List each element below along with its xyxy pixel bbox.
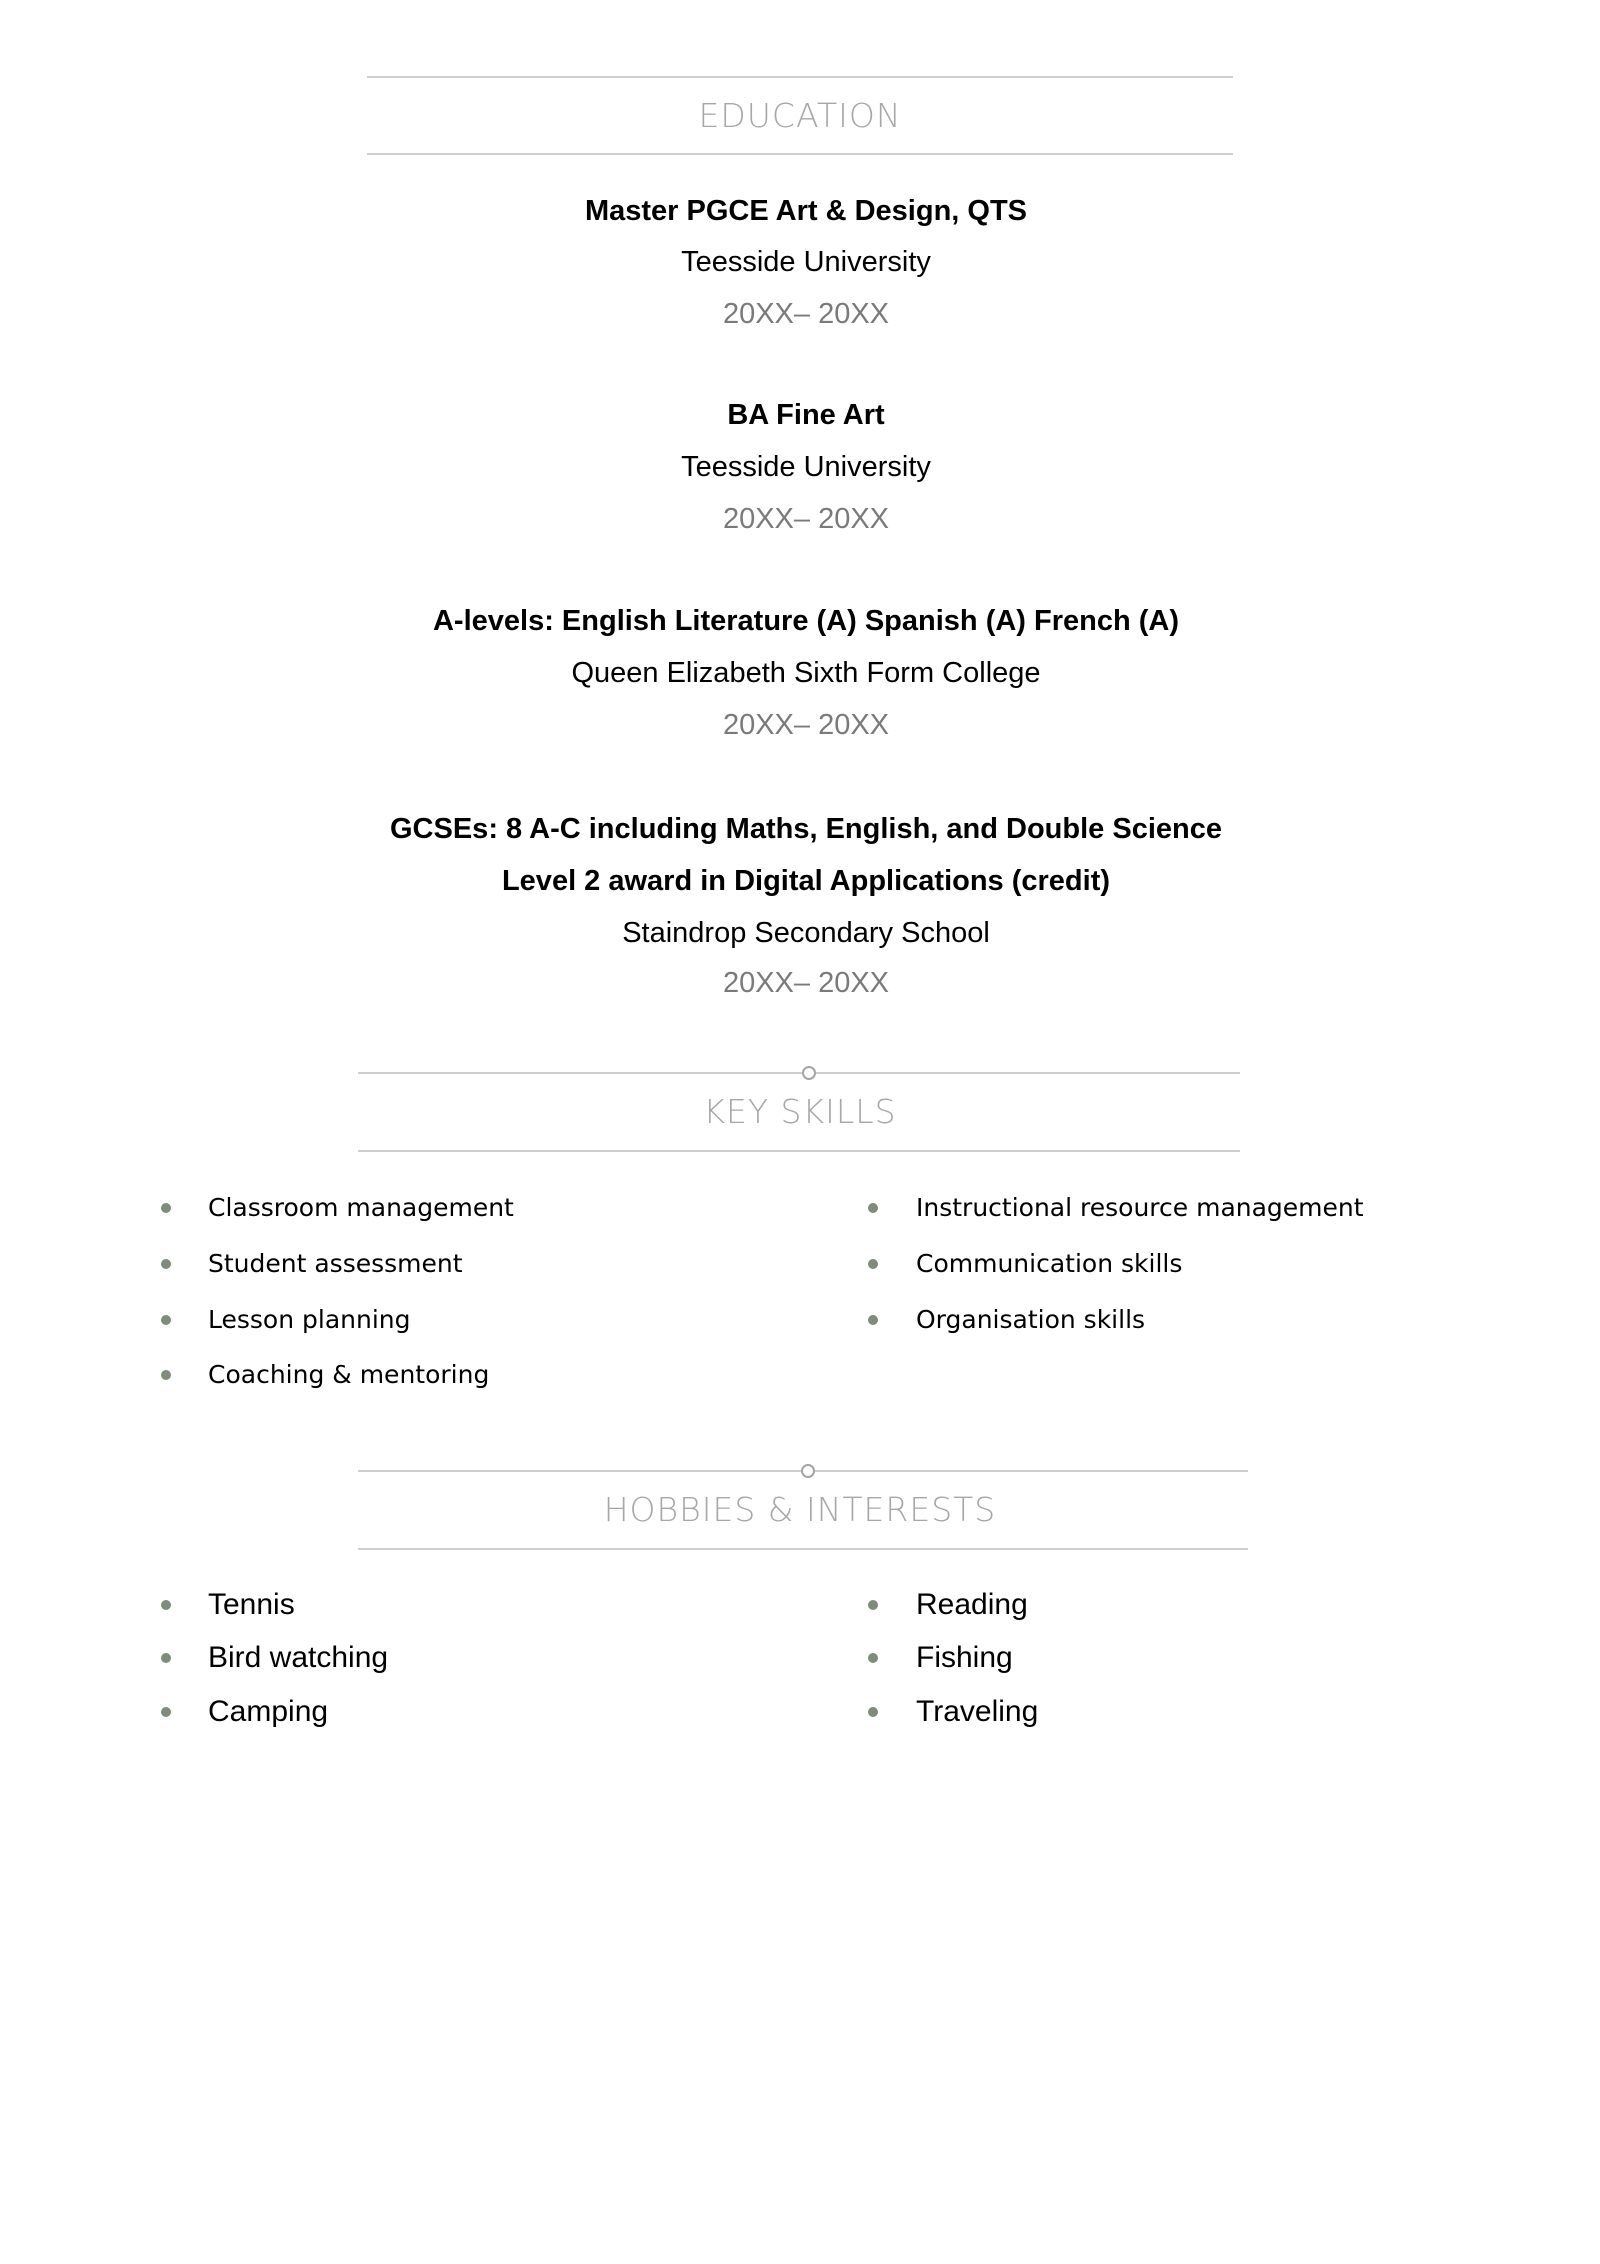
bullet-icon	[161, 1203, 171, 1213]
education-entry-school: Teesside University	[681, 246, 931, 278]
hobbies-bottom-rule	[358, 1548, 1248, 1550]
bullet-icon	[868, 1707, 878, 1717]
education-entry-title: Master PGCE Art & Design, QTS	[584, 195, 1028, 227]
bullet-icon	[161, 1600, 171, 1610]
bullet-icon	[161, 1370, 171, 1380]
skill-item: Instructional resource management	[916, 1193, 1364, 1222]
education-entry-dates: 20XX– 20XX	[722, 503, 890, 535]
skill-item: Organisation skills	[916, 1305, 1146, 1334]
skills-bottom-rule	[358, 1150, 1240, 1152]
education-entry-dates: 20XX– 20XX	[722, 709, 890, 741]
divider-circle-icon	[801, 1464, 815, 1478]
education-entry-dates: 20XX– 20XX	[722, 298, 890, 330]
hobby-item: Fishing	[916, 1641, 1013, 1674]
education-entry-title: A-levels: English Literature (A) Spanish (A) French (A)	[432, 605, 1180, 637]
bullet-icon	[868, 1315, 878, 1325]
education-entry-dates: 20XX– 20XX	[722, 967, 890, 999]
bullet-icon	[161, 1259, 171, 1269]
hobbies-heading: HOBBIES & INTERESTS	[603, 1490, 997, 1529]
hobby-item: Tennis	[208, 1588, 295, 1621]
education-entry-title: GCSEs: 8 A-C including Maths, English, and Double Science	[390, 813, 1222, 845]
education-entry-school: Queen Elizabeth Sixth Form College	[571, 657, 1041, 689]
bullet-icon	[868, 1653, 878, 1663]
skill-item: Student assessment	[208, 1249, 463, 1278]
hobby-item: Reading	[916, 1588, 1028, 1621]
education-heading: EDUCATION	[698, 96, 902, 135]
education-bottom-rule	[367, 153, 1233, 155]
skill-item: Classroom management	[208, 1193, 514, 1222]
education-entry-school: Staindrop Secondary School	[622, 917, 990, 949]
bullet-icon	[161, 1707, 171, 1717]
bullet-icon	[868, 1259, 878, 1269]
bullet-icon	[868, 1203, 878, 1213]
hobby-item: Camping	[208, 1695, 329, 1728]
bullet-icon	[161, 1315, 171, 1325]
bullet-icon	[161, 1653, 171, 1663]
skill-item: Coaching & mentoring	[208, 1360, 490, 1389]
key-skills-heading: KEY SKILLS	[703, 1092, 897, 1131]
bullet-icon	[868, 1600, 878, 1610]
education-entry-subtitle: Level 2 award in Digital Applications (credit)	[501, 865, 1111, 897]
skill-item: Lesson planning	[208, 1305, 411, 1334]
education-top-rule	[367, 76, 1233, 78]
divider-circle-icon	[802, 1066, 816, 1080]
education-entry-school: Teesside University	[681, 451, 931, 483]
education-entry-title: BA Fine Art	[727, 399, 885, 431]
skills-top-rule	[358, 1072, 1240, 1074]
skill-item: Communication skills	[916, 1249, 1183, 1278]
hobby-item: Traveling	[916, 1695, 1039, 1728]
hobby-item: Bird watching	[208, 1641, 389, 1674]
